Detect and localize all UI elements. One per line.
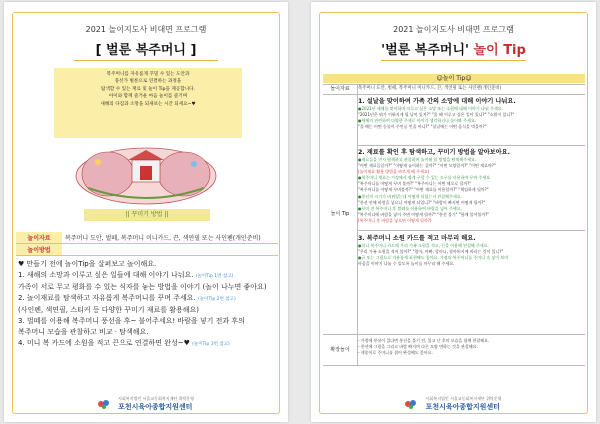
intro-line: 풍선가 벌룬으로 연결하는 과정을 bbox=[114, 79, 182, 85]
section-line: "우리 가족 소원을 적어 볼까?" "엄마, 아빠, 할머니, 할아버지께 바라는 것이 있니?" bbox=[358, 249, 504, 255]
extension-notes bbox=[358, 338, 585, 356]
logo-name: 포천시육아종합지원센터 bbox=[425, 402, 500, 411]
step-2-sub: (사인펜, 색연필, 스티커 등 다양한 꾸미기 재료를 활용해요) bbox=[18, 306, 200, 314]
materials-text: 복주머니 도안, 벌떼, 복주머니 미니카드, 끈, 색연필 또는 사인펜(개인준비) bbox=[358, 86, 502, 91]
tip-section-2 bbox=[358, 148, 585, 224]
note-line: - 가정에 풍선이 있다면 풍선을 불기 전, 불고 난 후의 모습을 함께 관찰해요. bbox=[358, 338, 490, 343]
section-line: (복주머니 후 바람을 넣으면 어떻게 될까?) bbox=[358, 217, 432, 223]
center-logo bbox=[311, 393, 596, 412]
step-4: 4. 미니 복 카드에 소원을 적고 끈으로 연결하면 완성~♥ (놀이Tip 3번 참고) bbox=[18, 339, 230, 347]
step-2: 2. 놀이재료를 탐색하고 자유롭게 복주머니를 꾸며 주세요. (놀이Tip 2번 참고) bbox=[18, 294, 236, 302]
section-line: "올 해는 어떤 동물이 주인공 인줄 아니?" "설날에는 어떤 음식을 먹을까?" bbox=[358, 124, 487, 130]
steps-list bbox=[18, 259, 280, 350]
section-line: "어떤 재료들일까?" "어떻게 놀이하는 걸까?" "어떤 모양일까?" "어떤 재료야?" bbox=[358, 163, 496, 169]
logo-name: 포천시육아종합지원센터 bbox=[118, 402, 193, 411]
tip-label: 놀이 Tip bbox=[323, 95, 358, 334]
main-title: [ 벌룬 복주머니 ] bbox=[95, 43, 197, 58]
section-title: 1. 설날을 맞이하여 가족 간의 소망에 대해 이야기 나눠요. bbox=[358, 98, 516, 105]
intro-line: 복주머니를 자유롭게 꾸밀 수 있는 도안과 bbox=[106, 72, 190, 77]
materials-text: 복주머니 도안, 벌떼, 복주머니 미니카드, 끈, 색연필 또는 사인펜(개인준비) bbox=[62, 232, 278, 244]
section-line: (놀이재료 활용 방법을 바르게 해 주세요) bbox=[358, 169, 430, 175]
center-logo bbox=[4, 393, 288, 412]
lead-text: ♥ 만들기 전에 놀이Tip을 살펴보고 놀이해요. bbox=[18, 260, 157, 268]
section-title: 2. 재료를 확인 후 탐색하고, 꾸미기 방법을 알아보아요. bbox=[358, 149, 510, 156]
note-line: - 풍선에 그림을 그리고 바람 빠지며 다른 모양 변하는 것을 관찰해요. bbox=[358, 344, 478, 350]
step-3: 3. 벌떼를 이용해 복주머니 풍선을 후~ 불어주세요! 바람을 넣기 전과 후의 bbox=[18, 317, 245, 325]
section-line: ●풍선의 크기가 바뀌었는데 어떻게 되었는지 관찰해주세요. bbox=[358, 193, 462, 199]
program-title: 2021 놀이지도사 비대면 프로그램 bbox=[85, 25, 207, 34]
section-line: "2021년은 뭐가 이뤄지게 될 날이 있지?" "올 해 이루고 싶은 일이 있니?" "소원이 있니?" bbox=[358, 112, 515, 118]
note-line: - 색종이로 주머니를 접어 완성해도 좋아요. bbox=[358, 350, 433, 356]
section-line: ●새해의 관련하여 다양한 주제로 아이가 생각하거나 물어봐 주세요. bbox=[358, 118, 476, 124]
title-underline bbox=[381, 60, 526, 61]
section-title: 3. 복주머니 소원 카드를 적고 마무리 해요. bbox=[358, 235, 476, 242]
section-line: ●복주머니 재료는 가정에서 쉽게 구할 수 있는 도구를 사용하여 꾸며 주세요. bbox=[358, 175, 492, 181]
intro-line: 아이와 함께 즐거운 마음 놀이를 즐기며 bbox=[108, 94, 188, 100]
section-line: ●2021년 새해를 맞이하며 이루고 싶은 소망 또는 소원에 대해 이야기 나눠 주세요. bbox=[358, 106, 503, 111]
logo-subtitle: 사회복지법인 서울교동회복지재단 위탁운영 bbox=[118, 395, 195, 401]
title-underline bbox=[74, 60, 218, 61]
tip-header-bar: ☺놀이 Tip☺ bbox=[323, 74, 585, 83]
intro-line: 새해의 다짐과 소망을 되새보는 시간 되세요~♥ bbox=[100, 101, 196, 107]
center-logo-icon bbox=[98, 399, 110, 409]
section-line: ●미니 복주머니 카드에 우리 가족 소원을 적고, 끈을 이용해 연결해 주세요. bbox=[358, 243, 489, 248]
program-title: 2021 놀이지도사 비대면 프로그램 bbox=[393, 25, 514, 34]
step-1-sub: 가족이 서로 무고 평화를 수 있는 식자를 놓는 방법을 이야기 (놀이 나누면 좋아요) bbox=[18, 283, 267, 291]
section-line: ●글 또는 그림으로 자유롭게 표현해도 좋아요. 가정의 복주머니를 주머니 속 넣어 보며 bbox=[358, 255, 509, 261]
method-caption: || 꾸미기 방법 || bbox=[84, 209, 210, 221]
step-hint: (놀이Tip 1번 참고) bbox=[195, 274, 234, 279]
section-line: 마음을 이야기 나눌 수 있도록 놀이를 마무리 해 주세요. bbox=[358, 261, 455, 267]
logo-subtitle: 사회복지법인 서울교동회복지재단 위탁운영 bbox=[425, 395, 502, 401]
balloon-pouch-illustration bbox=[68, 142, 224, 206]
section-line: ●꾸미 전 복주머니 후 벌떼를 이용하여 바람을 넣어 주세요. bbox=[358, 205, 462, 211]
method-label: 놀이방법 bbox=[16, 244, 62, 256]
materials-table bbox=[16, 232, 278, 256]
intro-line: 탐색할 수 있는 재료 및 놀이 Tip을 제공합니다. bbox=[101, 86, 195, 92]
step-hint: (놀이Tip 2번 참고) bbox=[198, 297, 236, 302]
center-logo-icon bbox=[405, 399, 417, 409]
section-line: ●재료들을 먼저 탐색하고 관찰하며 놀이해 할 방법을 탐색해주세요. bbox=[358, 157, 476, 162]
tip-section-3 bbox=[358, 234, 585, 267]
section-line: "복주머니를 어떻게 꾸며볼까?" "어떤 재료를 이용할까?" "책임하게 될까?" bbox=[358, 187, 489, 193]
tip-title: '벌룬 복주머니' 놀이 Tip bbox=[381, 43, 526, 58]
step-1: 1. 새해의 소망과 이루고 싶은 일들에 대해 이야기 나눠요. (놀이Tip 1번 참고) bbox=[18, 271, 234, 279]
materials-label: 놀이자료 bbox=[16, 232, 62, 244]
page-right bbox=[311, 2, 596, 422]
step-hint: (놀이Tip 3번 참고) bbox=[192, 342, 230, 347]
extension-label: 확장놀이 bbox=[323, 335, 358, 365]
page-left bbox=[4, 2, 288, 422]
section-line: "복주머니에 바람을 넣어 주면 어떻게 될까?" "풍선 불기" "함께 불어볼까?" bbox=[358, 211, 490, 217]
tip-section-1 bbox=[358, 97, 585, 130]
row-label: 놀이자료 bbox=[323, 85, 358, 94]
intro-box bbox=[54, 68, 242, 138]
step-3-cont: 복주머니 모습을 관찰하고 비교 · 탐색해요. bbox=[18, 328, 149, 336]
section-line: "복주머니를 어떻게 꾸며 볼까?" "복주머니는 어떤 색으로 할까?" bbox=[358, 181, 472, 187]
section-line: "풍선 안에 바람을 넣으니 어떻게 되었니?" "바람이 빠지면 어떻게 될까?" bbox=[358, 199, 486, 205]
